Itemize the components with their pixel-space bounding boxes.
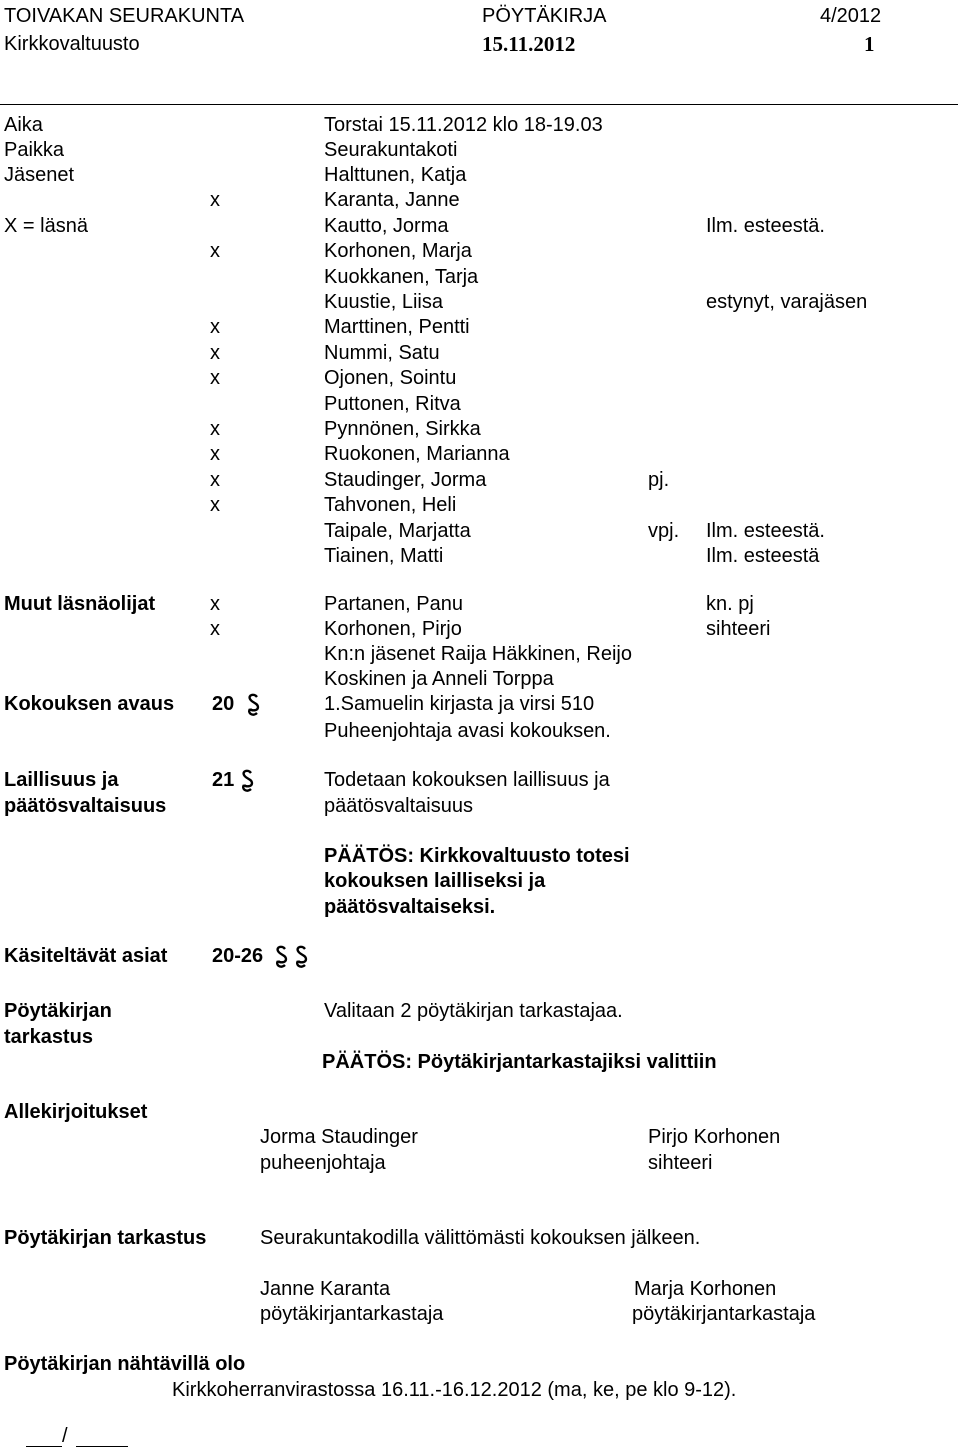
- place-label: Paikka: [4, 139, 65, 161]
- legality-label: päätösvaltaisuus: [4, 795, 167, 817]
- member-role: vpj.: [648, 520, 680, 542]
- presence-legend: X = läsnä: [4, 215, 88, 237]
- member-note: Ilm. esteestä: [706, 545, 820, 567]
- member-name: Staudinger, Jorma: [324, 469, 487, 491]
- member-name: Ruokonen, Marianna: [324, 443, 510, 465]
- date-blank-month: [76, 1446, 128, 1447]
- member-name: Marttinen, Pentti: [324, 316, 470, 338]
- review-text: Valitaan 2 pöytäkirjan tarkastajaa.: [324, 1000, 623, 1022]
- member-name: Puttonen, Ritva: [324, 393, 461, 415]
- member-name: Tahvonen, Heli: [324, 494, 457, 516]
- member-name: Kuustie, Liisa: [324, 291, 443, 313]
- display-label: Pöytäkirjan nähtävillä olo: [4, 1353, 246, 1375]
- matters-range: 20-26: [212, 945, 264, 967]
- member-presence-mark: x: [210, 443, 220, 465]
- member-name: Taipale, Marjatta: [324, 520, 471, 542]
- section-sign-icon: [242, 692, 266, 718]
- other-name: Korhonen, Pirjo: [324, 618, 462, 640]
- member-name: Halttunen, Katja: [324, 164, 467, 186]
- legality-line: Todetaan kokouksen laillisuus ja: [324, 769, 610, 791]
- governing-body: Kirkkovaltuusto: [4, 33, 140, 55]
- other-name: Partanen, Panu: [324, 593, 463, 615]
- organization-name: TOIVAKAN SEURAKUNTA: [4, 5, 245, 27]
- others-label: Muut läsnäolijat: [4, 593, 156, 615]
- other-note: kn. pj: [706, 593, 754, 615]
- member-name: Pynnönen, Sirkka: [324, 418, 481, 440]
- document-type: PÖYTÄKIRJA: [482, 5, 607, 27]
- place-value: Seurakuntakoti: [324, 139, 458, 161]
- member-note: Ilm. esteestä.: [706, 215, 825, 237]
- others-extra-line: Kn:n jäsenet Raija Häkkinen, Reijo: [324, 643, 632, 665]
- member-name: Ojonen, Sointu: [324, 367, 457, 389]
- matters-label: Käsiteltävät asiat: [4, 945, 168, 967]
- signatures-label: Allekirjoitukset: [4, 1101, 148, 1123]
- opening-line: 1.Samuelin kirjasta ja virsi 510: [324, 693, 595, 715]
- section-sign-icon: [236, 768, 260, 794]
- member-name: Tiainen, Matti: [324, 545, 444, 567]
- legality-decision: kokouksen lailliseksi ja: [324, 870, 546, 892]
- inspector-role: pöytäkirjantarkastaja: [632, 1303, 816, 1325]
- legality-label: Laillisuus ja: [4, 769, 119, 791]
- other-note: sihteeri: [706, 618, 771, 640]
- page-number: 1: [864, 32, 875, 56]
- inspector-role: pöytäkirjantarkastaja: [260, 1303, 444, 1325]
- date-blank-day: [26, 1446, 62, 1447]
- time-label: Aika: [4, 114, 43, 136]
- signer-name: Pirjo Korhonen: [648, 1126, 781, 1148]
- legality-line: päätösvaltaisuus: [324, 795, 473, 817]
- review-label: tarkastus: [4, 1026, 93, 1048]
- opening-label: Kokouksen avaus: [4, 693, 175, 715]
- inspection-label: Pöytäkirjan tarkastus: [4, 1227, 207, 1249]
- member-presence-mark: x: [210, 342, 220, 364]
- signer-name: Jorma Staudinger: [260, 1126, 418, 1148]
- member-presence-mark: x: [210, 494, 220, 516]
- time-value: Torstai 15.11.2012 klo 18-19.03: [324, 114, 603, 136]
- inspection-text: Seurakuntakodilla välittömästi kokouksen jälkeen.: [260, 1227, 701, 1249]
- member-name: Kautto, Jorma: [324, 215, 449, 237]
- review-label: Pöytäkirjan: [4, 1000, 112, 1022]
- member-name: Korhonen, Marja: [324, 240, 472, 262]
- member-presence-mark: x: [210, 367, 220, 389]
- inspector-name: Marja Korhonen: [634, 1278, 777, 1300]
- legality-decision: päätösvaltaiseksi.: [324, 896, 496, 918]
- member-note: Ilm. esteestä.: [706, 520, 825, 542]
- header-divider: [0, 104, 958, 105]
- date-slash: /: [62, 1425, 68, 1447]
- legality-section-number: 21: [212, 769, 235, 791]
- other-mark: x: [210, 618, 220, 640]
- member-name: Nummi, Satu: [324, 342, 440, 364]
- section-sign-icon: [290, 944, 314, 970]
- inspector-name: Janne Karanta: [260, 1278, 391, 1300]
- member-presence-mark: x: [210, 469, 220, 491]
- member-presence-mark: x: [210, 418, 220, 440]
- signer-role: puheenjohtaja: [260, 1152, 386, 1174]
- document-number: 4/2012: [820, 5, 882, 27]
- legality-decision: PÄÄTÖS: Kirkkovaltuusto totesi: [324, 845, 630, 867]
- member-note: estynyt, varajäsen: [706, 291, 868, 313]
- review-decision: PÄÄTÖS: Pöytäkirjantarkastajiksi valittiin: [322, 1051, 717, 1073]
- others-extra-line: Koskinen ja Anneli Torppa: [324, 668, 554, 690]
- member-presence-mark: x: [210, 316, 220, 338]
- member-presence-mark: x: [210, 240, 220, 262]
- member-role: pj.: [648, 469, 670, 491]
- signer-role: sihteeri: [648, 1152, 713, 1174]
- member-name: Kuokkanen, Tarja: [324, 266, 479, 288]
- opening-section-number: 20: [212, 693, 235, 715]
- member-name: Karanta, Janne: [324, 189, 460, 211]
- members-label: Jäsenet: [4, 164, 75, 186]
- member-presence-mark: x: [210, 189, 220, 211]
- other-mark: x: [210, 593, 220, 615]
- display-text: Kirkkoherranvirastossa 16.11.-16.12.2012 (ma, ke, pe klo 9-12).: [172, 1379, 737, 1401]
- meeting-date: 15.11.2012: [482, 32, 576, 56]
- opening-line: Puheenjohtaja avasi kokouksen.: [324, 720, 611, 742]
